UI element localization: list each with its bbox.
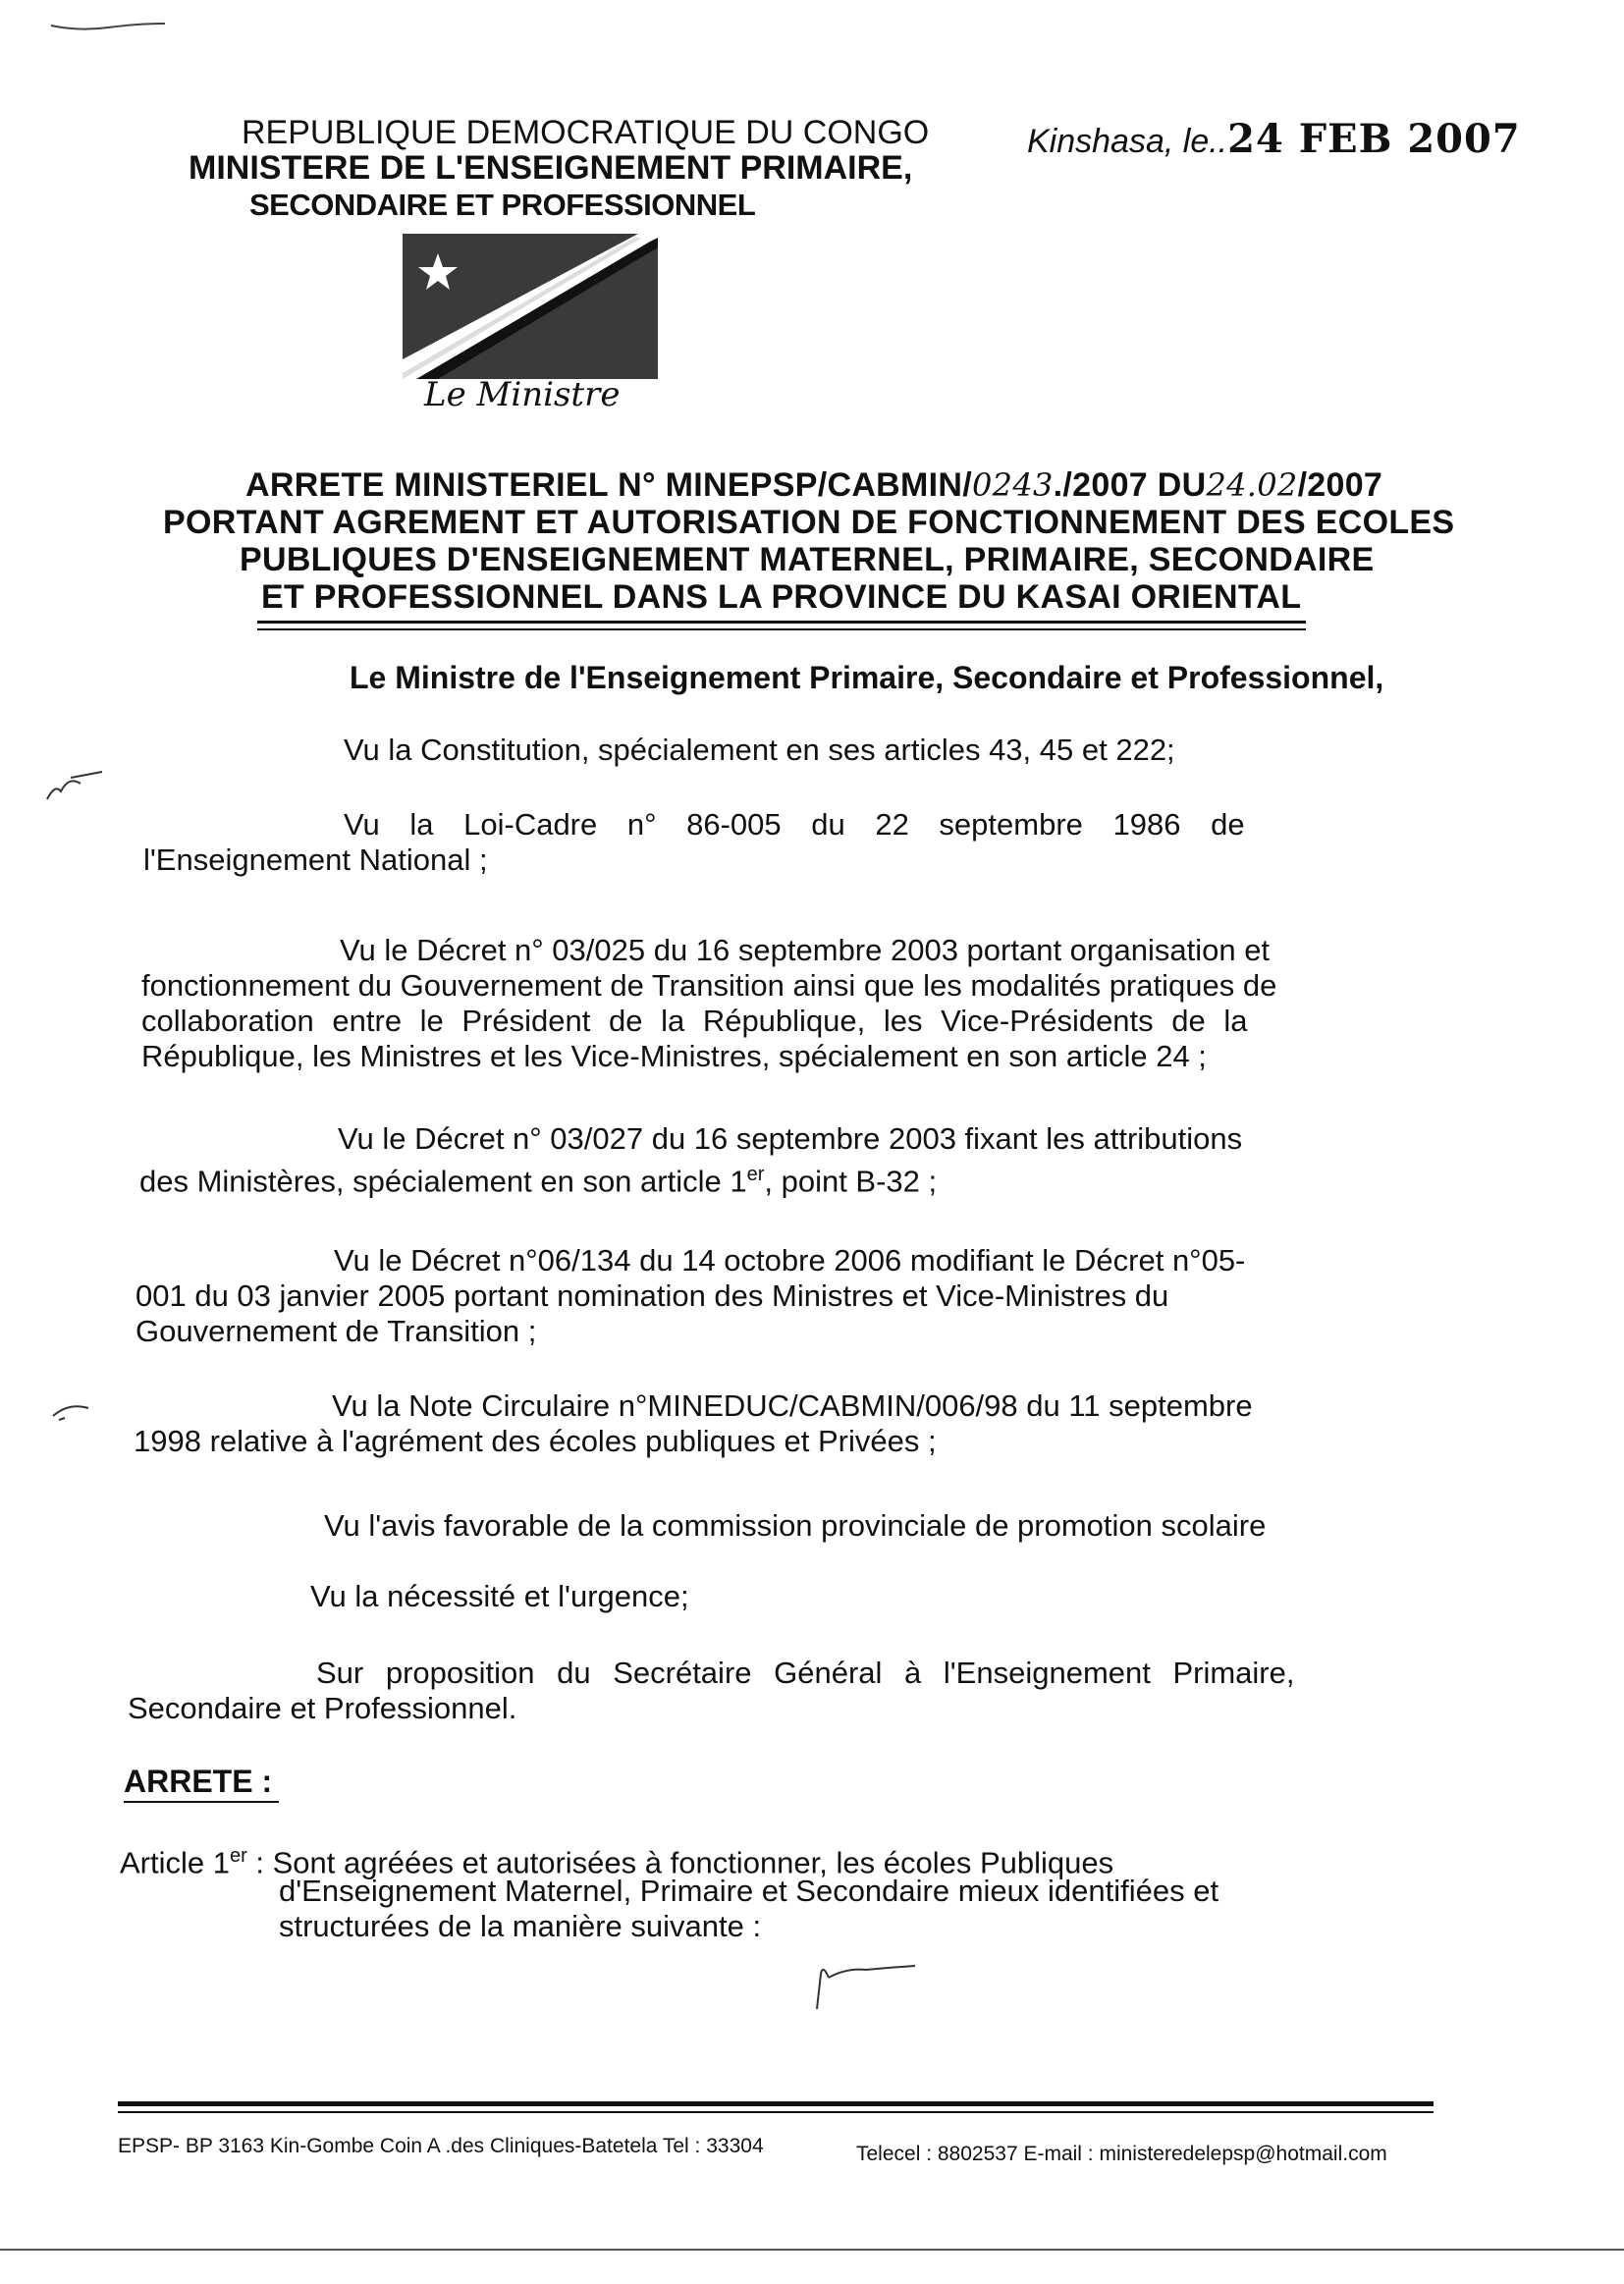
vu-decret-03-025-line1: Vu le Décret n° 03/025 du 16 septembre 2003 portant organisation et (340, 933, 1271, 967)
vu-constitution: Vu la Constitution, spécialement en ses articles 43, 45 et 222; (344, 733, 1175, 767)
title-underline-2 (257, 628, 1306, 630)
vu-decret-06-134-line1: Vu le Décret n°06/134 du 14 octobre 2006 modifiant le Décret n°05- (334, 1243, 1246, 1278)
footer-contact: Telecel : 8802537 E-mail : ministeredelepsp@hotmail.com (856, 2143, 1387, 2165)
vu-necessite: Vu la nécessité et l'urgence; (310, 1579, 689, 1613)
sur-proposition-line2: Secondaire et Professionnel. (128, 1691, 517, 1725)
article-1-label: Article 1 (120, 1845, 230, 1880)
sur-proposition-line1: Sur proposition du Secrétaire Général à l'Enseignement Primaire, (316, 1656, 1295, 1690)
decree-date: 24.02 (1206, 466, 1298, 504)
decree-title-line2: PORTANT AGREMENT ET AUTORISATION DE FONCTIONNEMENT DES ECOLES (163, 504, 1455, 541)
ministry-name-line1: MINISTERE DE L'ENSEIGNEMENT PRIMAIRE, (189, 149, 913, 187)
vu-note-circulaire-line1: Vu la Note Circulaire n°MINEDUC/CABMIN/006/98 du 11 septembre (332, 1388, 1253, 1423)
scan-mark-top-left (49, 14, 167, 33)
footer-rule-thin (118, 2111, 1434, 2113)
vu-decret-03-027-text: des Ministères, spécialement en son article 1 (139, 1164, 747, 1199)
vu-decret-03-025-line2: fonctionnement du Gouvernement de Transition ainsi que les modalités pratiques de (141, 968, 1277, 1003)
vu-note-circulaire-line2: 1998 relative à l'agrément des écoles publiques et Privées ; (134, 1424, 937, 1458)
decree-title-line3: PUBLIQUES D'ENSEIGNEMENT MATERNEL, PRIMAIRE, SECONDAIRE (240, 541, 1375, 578)
margin-initial-1 (41, 766, 110, 805)
republic-name: REPUBLIQUE DEMOCRATIQUE DU CONGO (242, 114, 930, 151)
vu-decret-06-134-line2: 001 du 03 janvier 2005 portant nomination des Ministres et Vice-Ministres du (135, 1278, 1169, 1313)
vu-decret-03-025-line3: collaboration entre le Président de la République, les Vice-Présidents de la (141, 1004, 1248, 1038)
footer-rule-thick (118, 2101, 1434, 2106)
flag-emblem (403, 234, 658, 379)
decree-number: 0243 (972, 466, 1054, 504)
arrete-underline (124, 1801, 279, 1803)
vu-decret-03-027-point: , point B-32 ; (764, 1164, 938, 1199)
vu-loi-cadre-line2: l'Enseignement National ; (143, 843, 488, 877)
vu-decret-03-027-line1: Vu le Décret n° 03/027 du 16 septembre 2003 fixant les attributions (338, 1121, 1243, 1156)
vu-decret-06-134-line3: Gouvernement de Transition ; (135, 1314, 537, 1348)
decree-title-line4: ET PROFESSIONNEL DANS LA PROVINCE DU KASAI ORIENTAL (261, 578, 1302, 616)
signatory-caption: Le Ministre (424, 375, 621, 414)
article-1-line2: d'Enseignement Maternel, Primaire et Secondaire mieux identifiées et (279, 1874, 1219, 1908)
vu-decret-03-027-line2 (139, 1157, 937, 1199)
place-date (1027, 116, 1521, 162)
ministry-name-line2: SECONDAIRE ET PROFESSIONNEL (249, 188, 756, 222)
decree-title-prefix: ARRETE MINISTERIEL N° MINEPSP/CABMIN/ (245, 466, 973, 504)
vu-decret-03-025-line4: République, les Ministres et les Vice-Ministres, spécialement en son article 24 ; (141, 1039, 1207, 1073)
paraph-initial (807, 1954, 925, 2013)
article-1-sup: er (229, 1845, 247, 1867)
margin-initial-2 (49, 1394, 108, 1424)
decree-title-line1 (245, 467, 1382, 503)
date-stamp: 24 FEB 2007 (1227, 116, 1521, 162)
article-1-text: : Sont agréées et autorisées à fonctionner, les écoles Publiques (246, 1845, 1114, 1880)
arrete-heading: ARRETE : (124, 1764, 273, 1799)
decree-title-suffix: /2007 (1297, 466, 1383, 504)
vu-avis-favorable: Vu l'avis favorable de la commission provinciale de promotion scolaire (324, 1508, 1267, 1543)
title-underline-1 (257, 621, 1306, 624)
minister-heading: Le Ministre de l'Enseignement Primaire, Secondaire et Professionnel, (350, 660, 1384, 695)
decree-title-mid: ./2007 DU (1053, 466, 1207, 504)
place-prefix: Kinshasa, le.. (1027, 123, 1228, 160)
vu-decret-03-027-sup: er (746, 1164, 765, 1185)
bottom-scan-line (0, 2249, 1624, 2251)
article-1-line3: structurées de la manière suivante : (279, 1909, 762, 1943)
footer-address: EPSP- BP 3163 Kin-Gombe Coin A .des Cliniques-Batetela Tel : 33304 (118, 2135, 764, 2157)
vu-loi-cadre-line1: Vu la Loi-Cadre n° 86-005 du 22 septembre 1986 de (344, 807, 1245, 842)
